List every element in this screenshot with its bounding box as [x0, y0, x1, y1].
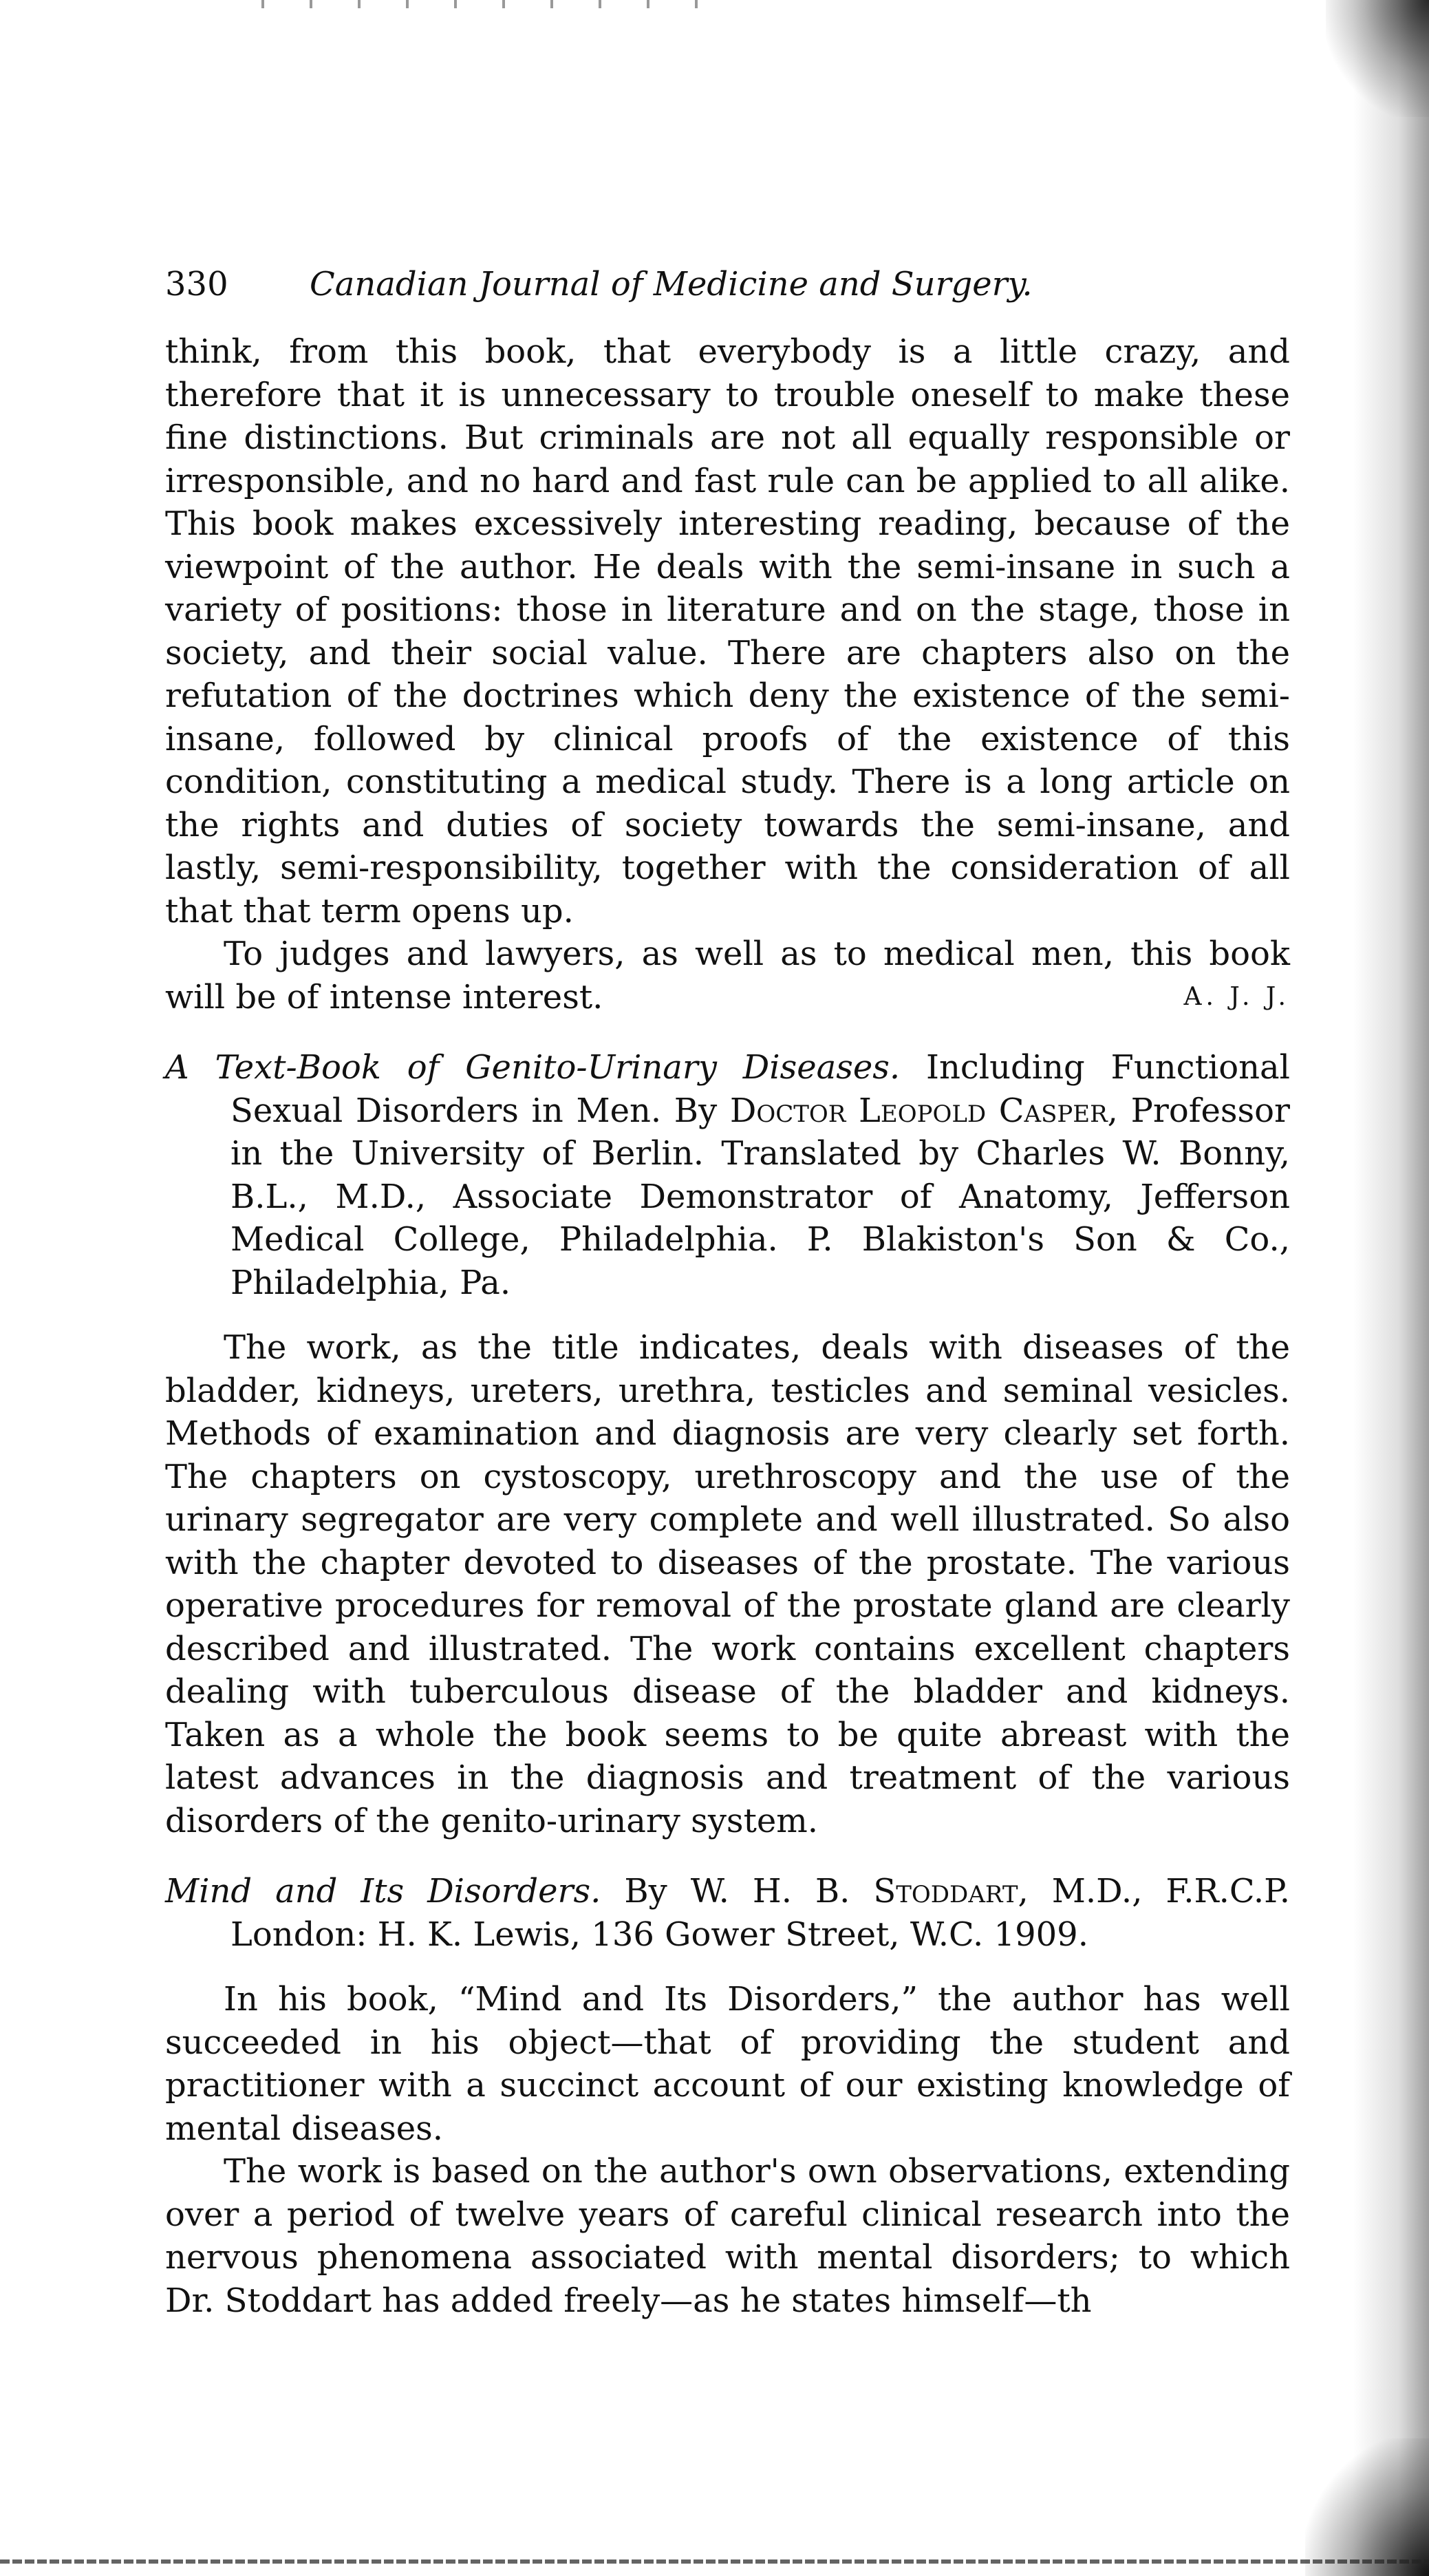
review1-paragraph2-text: To judges and lawyers, as well as to medical men, this book will be of intense interest. — [165, 935, 1290, 1016]
review1-paragraph2 — [165, 933, 1290, 1019]
scan-corner-shadow-top — [1326, 0, 1429, 117]
review2-author: Doctor Leopold Casper, — [729, 1091, 1118, 1130]
review2-citation-after-author: Professor in the University of Berlin. Translated by Charles W. Bonny, B.L., M.D., Associate Demonstrator of Anatomy, Jefferson Medical College, Philadelphia. P. Blakiston's Son & Co., Philadelphia, Pa. — [230, 1091, 1290, 1302]
running-title: Canadian Journal of Medicine and Surgery. — [310, 265, 1033, 304]
review3-title: Mind and Its Disorders. — [165, 1872, 601, 1910]
review1-paragraph1: think, from this book, that everybody is a little crazy, and therefore that it is unnecessary to trouble oneself to make these fine distinctions. But criminals are not all equally responsible or irresponsible, and no hard and fast rule can be applied to all alike. This book makes excessively interesting reading, because of the viewpoint of the author. He deals with the semi-insane in such a variety of positions: those in literature and on the stage, those in society, and their social value. There are chapters also on the refutation of the doctrines which deny the existence of the semi-insane, followed by clinical proofs of the existence of this condition, constituting a medical study. There is a long article on the rights and duties of society towards the semi-insane, and lastly, semi-responsibility, together with the consideration of all that that term opens up. — [165, 332, 1290, 930]
scan-specks — [261, 0, 743, 8]
review2-heading — [165, 1046, 1290, 1304]
review2-citation-before-author: Including Functional Sexual Disorders in Men. By — [230, 1048, 1290, 1130]
reviewer-initials: A. J. J. — [1183, 982, 1290, 1011]
page-edge-shadow — [1353, 0, 1429, 2576]
review3-paragraph2: The work is based on the author's own observations, extending over a period of twelve years of careful clinical research into the nervous phenomena associated with mental disorders; to which Dr. Stoddart has added freely—as he states himself—th — [165, 2152, 1290, 2320]
review3-paragraph1: In his book, “Mind and Its Disorders,” the author has well succeeded in his object—that of providing the student and practitioner with a succinct account of our existing knowledge of mental diseases. — [165, 1980, 1290, 2148]
review3-heading — [165, 1870, 1290, 1956]
review2-body: The work, as the title indicates, deals with diseases of the bladder, kidneys, ureters, urethra, testicles and seminal vesicles. Methods of examination and diagnosis are very clearly set forth. The chapters on cystoscopy, urethroscopy and the use of the urinary segregator are very complete and well illustrated. So also with the chapter devoted to diseases of the prostate. The various operative procedures for removal of the prostate gland are clearly described and illustrated. The work contains excellent chapters dealing with tuberculous disease of the bladder and kidneys. Taken as a whole the book seems to be quite abreast with the latest advances in the diagnosis and treatment of the various disorders of the genito-urinary system. — [165, 1328, 1290, 1840]
page-content — [165, 330, 1290, 2322]
scan-bottom-edge — [0, 2559, 1429, 2564]
review3-citation-before-author: By — [624, 1872, 667, 1910]
scan-corner-shadow-bottom — [1305, 2438, 1429, 2576]
review3-author: W. H. B. Stoddart, M.D., — [690, 1872, 1143, 1910]
review3-citation-after-author: F.R.C.P. London: H. K. Lewis, 136 Gower Street, W.C. 1909. — [230, 1872, 1290, 1954]
review2-title: A Text-Book of Genito-Urinary Diseases. — [165, 1048, 901, 1087]
page-number: 330 — [165, 265, 228, 304]
page-header — [165, 260, 1197, 308]
